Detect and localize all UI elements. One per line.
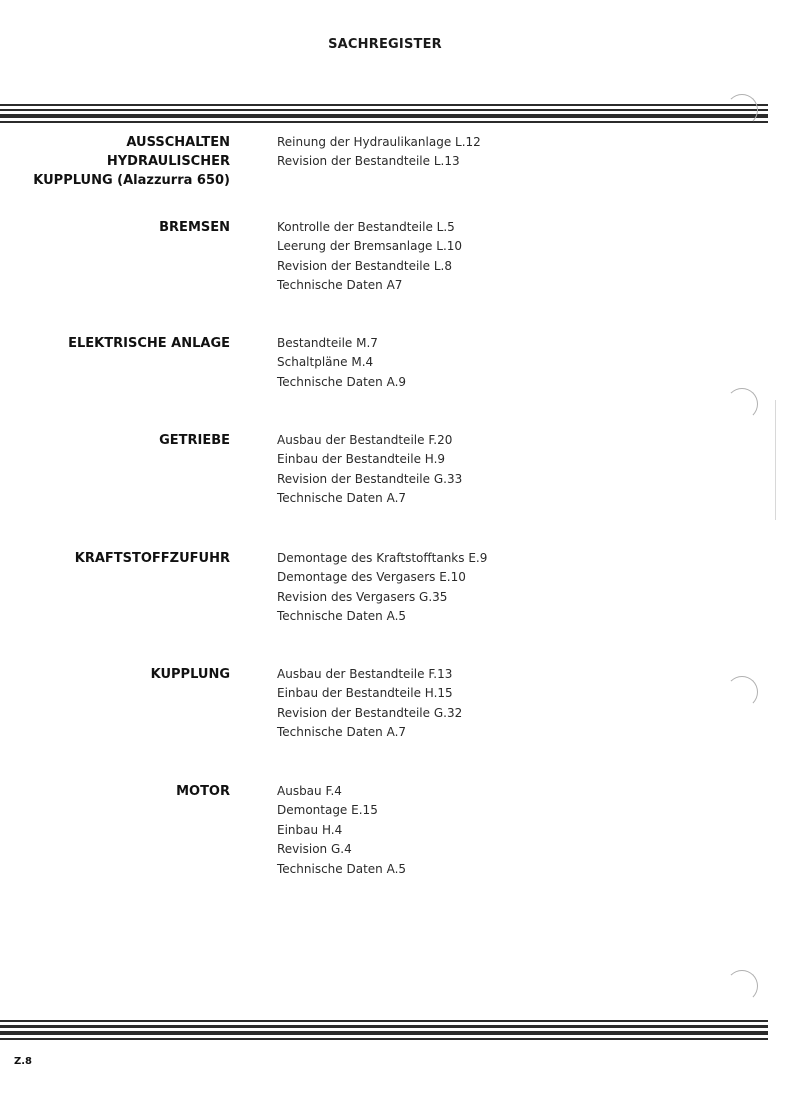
- bottom-rule-band: [0, 1020, 768, 1042]
- index-entry: Reinung der Hydraulikanlage L.12: [277, 135, 481, 149]
- index-entry: Demontage E.15: [277, 803, 378, 818]
- page-edge-line: [775, 400, 776, 520]
- section-entries: [277, 782, 747, 879]
- index-entry: Demontage des Kraftstofftanks E.9: [277, 551, 488, 565]
- binder-ring-mark: [726, 94, 758, 126]
- section-heading: AUSSCHALTEN HYDRAULISCHER KUPPLUNG (Alazzurra 650): [33, 135, 230, 188]
- index-entry: Ausbau der Bestandteile F.20: [277, 433, 453, 447]
- page-number: Z.8: [14, 1056, 33, 1067]
- index-entry: Einbau der Bestandteile H.15: [277, 686, 453, 701]
- index-entry: Technische Daten A.5: [277, 609, 407, 624]
- section-entries: [277, 334, 747, 392]
- section-heading: MOTOR: [176, 784, 230, 799]
- section-heading: KUPPLUNG: [150, 667, 230, 682]
- index-entry: Technische Daten A.9: [277, 374, 407, 389]
- section-entries: [277, 218, 747, 296]
- index-entry: Revision der Bestandteile L.8: [277, 258, 452, 273]
- index-entry: Bestandteile M.7: [277, 336, 378, 350]
- index-entry: Revision der Bestandteile G.32: [277, 705, 463, 720]
- section-heading: KRAFTSTOFFZUFUHR: [74, 551, 230, 566]
- section-entries: [277, 665, 747, 743]
- index-entry: Technische Daten A.7: [277, 491, 407, 506]
- index-entry: Einbau der Bestandteile H.9: [277, 452, 446, 467]
- index-entry: Revision der Bestandteile L.13: [277, 154, 460, 169]
- index-entry: Demontage des Vergasers E.10: [277, 570, 466, 585]
- index-entry: Leerung der Bremsanlage L.10: [277, 239, 463, 254]
- index-entry: Technische Daten A.5: [277, 861, 407, 876]
- index-entry: Technische Daten A.7: [277, 725, 407, 740]
- index-entry: Kontrolle der Bestandteile L.5: [277, 220, 455, 234]
- index-entry: Ausbau F.4: [277, 784, 342, 798]
- section-entries: [277, 133, 747, 172]
- binder-ring-mark: [726, 970, 758, 1002]
- page-title: SACHREGISTER: [328, 37, 442, 52]
- index-entry: Revision des Vergasers G.35: [277, 589, 448, 604]
- index-entry: Einbau H.4: [277, 822, 343, 837]
- binder-ring-mark: [726, 388, 758, 420]
- index-entry: Ausbau der Bestandteile F.13: [277, 667, 453, 681]
- section-heading: BREMSEN: [159, 220, 230, 235]
- top-rule-band: [0, 104, 768, 126]
- section-heading: GETRIEBE: [159, 433, 230, 448]
- section-heading: ELEKTRISCHE ANLAGE: [68, 336, 230, 351]
- index-entry: Revision G.4: [277, 842, 352, 857]
- section-entries: [277, 431, 747, 509]
- index-entry: Schaltpläne M.4: [277, 355, 374, 370]
- index-entry: Technische Daten A7: [277, 278, 403, 293]
- section-entries: [277, 549, 747, 627]
- index-entry: Revision der Bestandteile G.33: [277, 471, 463, 486]
